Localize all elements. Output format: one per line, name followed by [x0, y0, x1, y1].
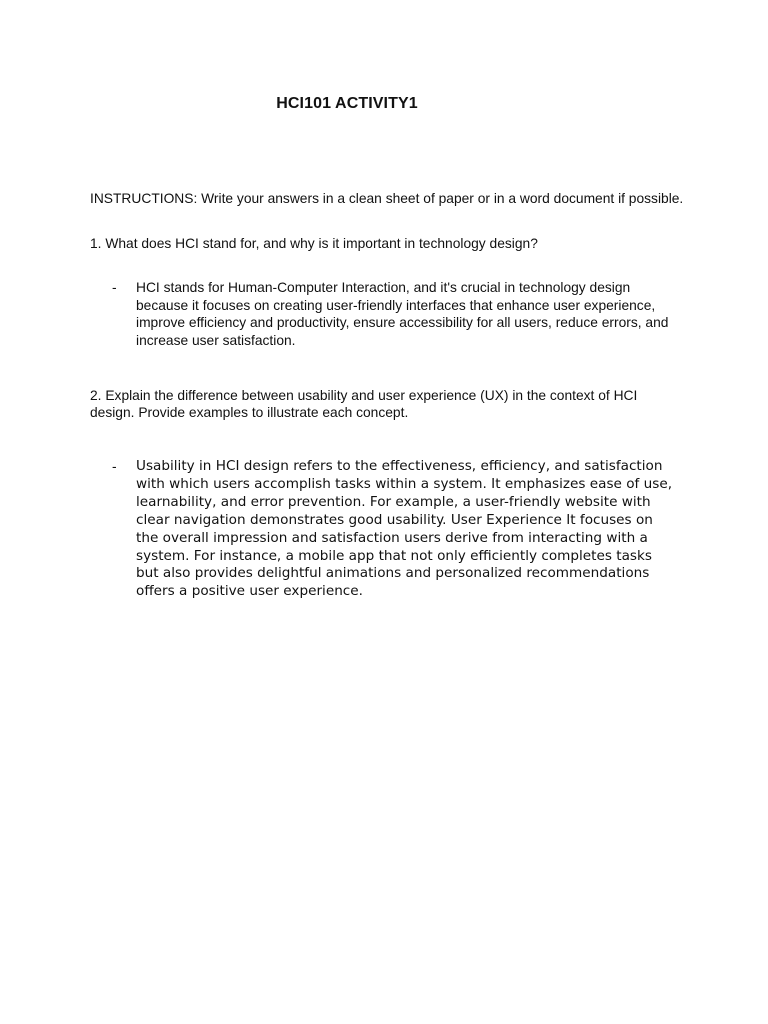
page-title: HCI101 ACTIVITY1	[276, 95, 418, 112]
question-1: 1. What does HCI stand for, and why is it important in technology design?	[90, 236, 538, 251]
question-2: 2. Explain the difference between usability and user experience (UX) in the context of HCI design. Provide examples to illustrate each concept.	[90, 388, 638, 420]
bullet-dash: -	[112, 459, 117, 474]
bullet-dash: -	[112, 280, 117, 295]
answer-1-text: HCI stands for Human-Computer Interaction, and it's crucial in technology design because it focuses on creating user-friendly interfaces that enhance user experience, improve efficiency and productivity, ensure accessibility for all users, reduce errors, and increase user satisfaction.	[136, 280, 669, 348]
answer-2-text: Usability in HCI design refers to the effectiveness, efficiency, and satisfaction with which users accomplish tasks within a system. It emphasizes ease of use, learnability, and error prevention. For example, a user-friendly website with clear navigation demonstrates good usability. User Experience It focuses on the overall impression and satisfaction users derive from interacting with a system. For instance, a mobile app that not only efficiently completes tasks but also provides delightful animations and personalized recommendations offers a positive user experience.	[136, 458, 673, 600]
instructions-text: INSTRUCTIONS: Write your answers in a clean sheet of paper or in a word document if possible.	[90, 191, 684, 206]
